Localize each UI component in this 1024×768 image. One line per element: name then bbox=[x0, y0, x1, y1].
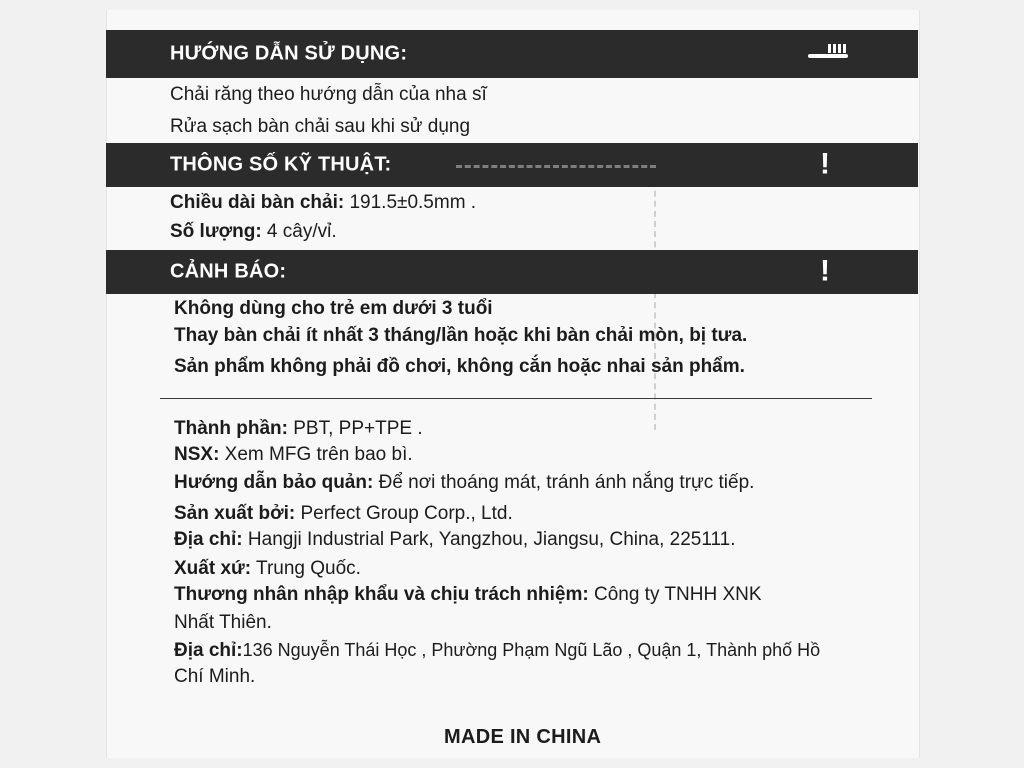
made-in-label: MADE IN CHINA bbox=[444, 726, 602, 748]
detail-value: Trung Quốc. bbox=[251, 558, 361, 579]
warning-line-1: Không dùng cho trẻ em dưới 3 tuổi bbox=[174, 298, 493, 319]
detail-row bbox=[174, 418, 423, 440]
usage-line-1: Chải răng theo hướng dẫn của nha sĩ bbox=[170, 84, 487, 105]
detail-row bbox=[174, 472, 754, 494]
detail-row-continuation bbox=[174, 612, 272, 634]
detail-row bbox=[174, 640, 820, 662]
header-dashes bbox=[456, 165, 656, 168]
toothbrush-icon bbox=[806, 41, 850, 67]
detail-label: Sản xuất bởi: bbox=[174, 503, 296, 524]
detail-value: Xem MFG trên bao bì. bbox=[219, 444, 413, 465]
detail-value: Chí Minh. bbox=[174, 666, 256, 687]
detail-label: NSX: bbox=[174, 444, 220, 465]
detail-label: Xuất xứ: bbox=[174, 558, 252, 579]
specs-title: THÔNG SỐ KỸ THUẬT: bbox=[170, 153, 392, 176]
spec-label: Chiều dài bàn chải: bbox=[170, 192, 345, 213]
spec-row-quantity bbox=[170, 221, 337, 243]
warning-line-3: Sản phẩm không phải đồ chơi, không cắn hoặc nhai sản phẩm. bbox=[174, 356, 745, 377]
detail-label: Địa chỉ: bbox=[174, 529, 243, 550]
divider bbox=[160, 398, 872, 399]
spec-value: 191.5±0.5mm . bbox=[344, 192, 477, 213]
detail-value: Perfect Group Corp., Ltd. bbox=[295, 503, 513, 524]
exclamation-icon: ! bbox=[820, 254, 830, 288]
spec-row-length bbox=[170, 192, 476, 214]
detail-value: 136 Nguyễn Thái Học , Phường Phạm Ngũ Lão , Quận 1, Thành phố Hồ bbox=[242, 640, 821, 660]
detail-row bbox=[174, 529, 736, 551]
detail-row bbox=[174, 584, 762, 606]
usage-line-2: Rửa sạch bàn chải sau khi sử dụng bbox=[170, 116, 471, 137]
usage-title: HƯỚNG DẪN SỬ DỤNG: bbox=[170, 42, 408, 65]
detail-row-continuation bbox=[174, 666, 255, 688]
detail-row bbox=[174, 444, 413, 466]
detail-label: Thương nhân nhập khẩu và chịu trách nhiệm: bbox=[174, 584, 589, 605]
detail-label: Thành phần: bbox=[174, 418, 288, 439]
detail-value: Hangji Industrial Park, Yangzhou, Jiangsu, China, 225111. bbox=[242, 529, 736, 550]
exclamation-icon: ! bbox=[820, 147, 830, 181]
spec-value: 4 cây/vỉ. bbox=[261, 221, 337, 242]
detail-label: Hướng dẫn bảo quản: bbox=[174, 472, 374, 493]
detail-value: PBT, PP+TPE . bbox=[287, 418, 423, 439]
specs-header bbox=[106, 143, 918, 187]
detail-row bbox=[174, 558, 361, 580]
detail-label: Địa chỉ: bbox=[174, 640, 243, 661]
spec-label: Số lượng: bbox=[170, 221, 262, 242]
warning-title: CẢNH BÁO: bbox=[170, 260, 287, 283]
usage-header bbox=[106, 30, 918, 78]
detail-value: Công ty TNHH XNK bbox=[588, 584, 762, 605]
detail-row bbox=[174, 503, 513, 525]
warning-line-2: Thay bàn chải ít nhất 3 tháng/lần hoặc khi bàn chải mòn, bị tưa. bbox=[174, 325, 748, 346]
warning-header bbox=[106, 250, 918, 294]
detail-value: Để nơi thoáng mát, tránh ánh nắng trực tiếp. bbox=[373, 472, 755, 493]
detail-value: Nhất Thiên. bbox=[174, 612, 272, 633]
